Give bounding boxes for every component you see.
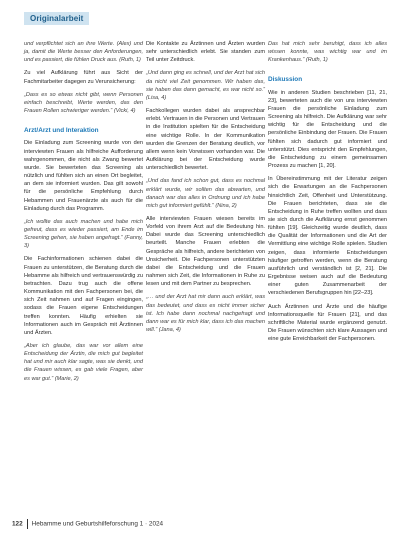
body-paragraph: Alle interviewten Frauen wiesen bereits im Vorfeld von ihrem Arzt auf die Bedeutung hin. Dabei wurde das Screening unterschiedlich beurteilt. Manche Frauen erlebten die Gespräche als hilfreich, andere berichteten von Unsicherheit. Die Fachpersonen unterstützten dabei die Entscheidung und die Frauen nahmen sich Zeit, die Informationen in Ruhe zu lesen und mit dem Partner zu besprechen. xyxy=(146,215,265,288)
body-paragraph: Wie in anderen Studien beschrieben [11, 21, 23], bewerteten auch die von uns interviewten Frauen die persönliche Einladung zum Screening als hilfreich. Die Aufklärung war sehr wichtig für die Entscheidung und die persönliche Einbindung der Frauen. Die Frauen fühlten sich dadurch gut informiert und unterstützt. Dies entspricht den Empfehlungen, die Entscheidung zu einem gemeinsamen Prozess zu machen [1, 20]. xyxy=(268,89,387,170)
column-2 xyxy=(146,40,265,339)
body-paragraph: Fachkollegen wurden dabei als ansprechbar erlebt. Vertrauen in die Personen und Vertrauen in die Institution spielten für die Entscheidung eine wichtige Rolle. In der Kommunikation wurden die Grenzen der Beratung deutlich, vor allem wenn kein Vorwissen vorhanden war. Die Aufklärung bei der Entscheidung wurde unterschiedlich bewertet. xyxy=(146,108,265,172)
body-paragraph: In Übereinstimmung mit der Literatur zeigen sich die Erwartungen an die Fachpersonen hinsichtlich Zeit, Offenheit und Unterstützung. Die Frauen berichteten, dass sie die Entscheidung in Ruhe treffen wollten und dass sie sich durch die Aufklärung ernst genommen fühlten [19]. Gleichzeitig wurde deutlich, dass die Qualität der Informationen und die Art der Vermittlung eine wichtige Rolle spielen. Studien zeigen, dass informierte Entscheidungen häufiger getroffen werden, wenn die Beratung ausführlich und verständlich ist [2, 21]. Die Ergebnisse weisen auch auf die Bedeutung einer guten Zusammenarbeit der verschiedenen Berufsgruppen hin [22–23]. xyxy=(268,176,387,297)
column-1 xyxy=(24,40,143,388)
page-number: 122 xyxy=(12,520,23,528)
section-heading: Diskussion xyxy=(268,76,303,84)
quote-paragraph: „Aber ich glaube, das war vor allem eine Entscheidung der Ärztin, die mich gut begleitet hat und mir auch klar sagte, was sie denkt, und die Frauen wissen, es gab viele Fragen, aber es war gut.“ (Marie, 2) xyxy=(24,343,143,382)
body-paragraph: Die Fachinformationen schienen dabei die Frauen zu unterstützen, die Beratung durch die Hebamme als hilfreich und vertrauenswürdig zu betrachten. Dazu trug auch die offene Kommunikation mit den Fachpersonen bei, die sich Zeit nahmen und auf Fragen eingingen, sodass die Frauen eigene Entscheidungen treffen konnten. Häufig erhielten sie Informationen auch im Gespräch mit Ärztinnen und Ärzten. xyxy=(24,256,143,336)
quote-paragraph: Das hat mich sehr beruhigt, dass ich alles wissen konnte, was wichtig war und im Krankenhaus.“ (Ruth, 1) xyxy=(268,41,387,64)
column-3 xyxy=(268,40,387,348)
section-heading: Arzt/Arzt und Interaktion xyxy=(24,127,99,135)
quote-paragraph: „Dass es so etwas nicht gibt, wenn Personen einfach beschreibt, Werte werden, das den Frauen Rollen schwieriger werden.“ (Vicki, 4) xyxy=(24,91,143,115)
page-footer xyxy=(12,519,163,529)
quote-paragraph: „Und dann ging es schnell, und der Arzt hat sich da nicht viel Zeit genommen. Wir haben das, sie haben das dann gemacht, es war nicht so.“ (Lisa, 4) xyxy=(146,70,265,101)
body-paragraph: Die Einladung zum Screening wurde von den interviewten Frauen als hilfreiche Aufforderung wahrgenommen, die nicht als Zwang bewertet wurde. Sie bewerteten das Screening als nützlich und fühlten sich an einen Ort begleitet, an dem sie informiert wurden. Das gilt sowohl für die persönliche Empfehlung durch Hebammen und Frauenärzte als auch für die Einladung durch das Programm. xyxy=(24,140,143,212)
quote-paragraph: „Und das fand ich schon gut, dass es nochmal erklärt wurde, wir sollten das abwarten, und danach war das alles in Ordnung und ich habe mich gut informiert gefühlt.“ (Nina, 2) xyxy=(146,178,265,209)
footer-divider xyxy=(27,519,28,529)
body-paragraph: Auch Ärztinnen und Ärzte und die häufige Informationsquelle für Frauen [21], und das schriftliche Material wurde ergänzend genutzt. Die Frauen wünschten sich klare Aussagen und eine gute Erreichbarkeit der Fachpersonen. xyxy=(268,303,387,343)
quote-paragraph: „Ich wollte das auch machen und habe mich gefreut, dass es wieder passiert, am Ende im Screening gehen, sie haben angefragt.“ (Fanny, 3) xyxy=(24,218,143,250)
quote-paragraph: „… und der Arzt hat mir dann auch erklärt, was das bedeutet, und dass es nicht immer sicher ist. Ich habe dann nochmal nachgefragt und dann war es für mich klar, dass ich das machen will.“ (Jana, 4) xyxy=(146,294,265,333)
quote-paragraph: und verpflichtet sich an ihre Werte. (Alex) und ja, damit die Werte besser den Anforderungen, und es passiert, die fühlen Druck aus. (Ruth, 1) xyxy=(24,41,143,64)
body-paragraph: Zu viel Aufklärung führt aus Sicht der Fachmitarbeiter dagegen zu Verunsicherung: xyxy=(24,70,143,85)
journal-name: Hebamme und Geburtshilfeforschung 1 · 2024 xyxy=(31,520,164,528)
body-paragraph: Die Kontakte zu Ärztinnen und Ärzten wurden sehr unterschiedlich erlebt. Sie standen zum Teil unter Zeitdruck. xyxy=(146,41,265,64)
article-type-tag: Originalarbeit xyxy=(24,12,89,25)
